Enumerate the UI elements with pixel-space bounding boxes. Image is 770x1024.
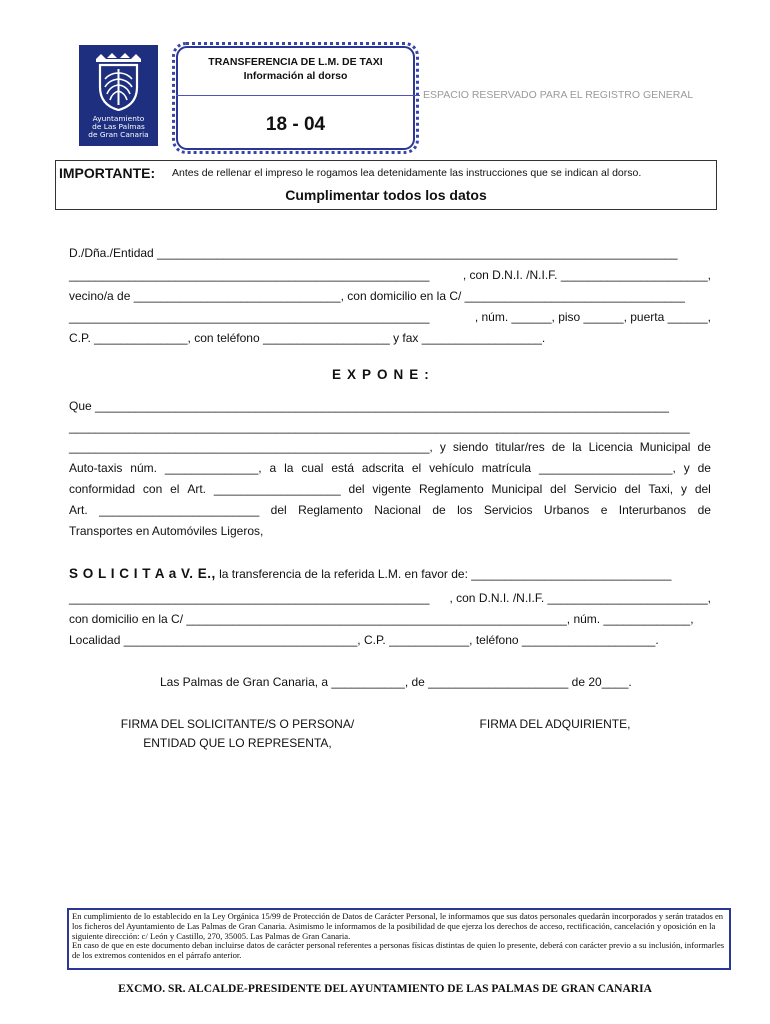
- expone-line-1[interactable]: Que ______________________________________________________________________________________: [69, 399, 669, 413]
- word: ___________________: [213, 482, 341, 496]
- word: vigente: [372, 482, 412, 496]
- word: los: [457, 503, 473, 517]
- expone-line-2[interactable]: _____________________________________________________________________________________________: [69, 420, 690, 434]
- buyer-address-field[interactable]: con domicilio en la C/ _________________________________________________________, núm. _____________,: [69, 612, 694, 626]
- word: conformidad: [69, 482, 136, 496]
- solicita-text: la transferencia de la referida L.M. en favor de: ______________________________: [215, 567, 672, 581]
- word: del: [694, 482, 711, 496]
- expone-heading: EXPONE:: [332, 367, 435, 382]
- word: la: [572, 440, 582, 454]
- word: ____________________,: [538, 461, 676, 475]
- signature-applicant-line-2: ENTIDAD QUE LO REPRESENTA,: [143, 736, 332, 750]
- applicant-name-field[interactable]: D./Dña./Entidad ______________________________________________________________________________: [69, 246, 678, 260]
- word: Licencia: [588, 440, 633, 454]
- expone-line-3[interactable]: [69, 440, 711, 454]
- form-code: 18 - 04: [265, 114, 326, 135]
- word: Reglamento: [298, 503, 363, 517]
- city-council-logo: [79, 45, 158, 146]
- applicant-num-floor-door: , núm. ______, piso ______, puerta ______,: [474, 310, 711, 324]
- applicant-address-field[interactable]: vecino/a de _______________________________, con domicilio en la C/ _________________________________: [69, 289, 685, 303]
- registry-divider: [176, 95, 420, 96]
- applicant-dni-field: , con D.N.I. /N.I.F. ______________________,: [462, 268, 711, 282]
- buyer-dni-field: , con D.N.I. /N.I.F. ________________________,: [449, 591, 711, 605]
- word: Servicio: [573, 482, 617, 496]
- applicant-id-line[interactable]: [69, 268, 711, 282]
- expone-line-7: Transportes en Automóviles Ligeros,: [69, 524, 264, 538]
- data-protection-notice: [67, 908, 731, 970]
- applicant-name-cont: ______________________________________________________: [69, 268, 430, 282]
- word: con: [142, 482, 163, 496]
- word: Municipal: [491, 482, 543, 496]
- word: e: [600, 503, 608, 517]
- notice-paragraph-1: En cumplimiento de lo establecido en la Ley Orgánica 15/99 de Protección de Datos de Carácter Personal, le informamos que sus datos personales quedarán incorporados y serán tratados en los ficheros del Ayuntamiento de Las Palmas de Gran Canaria. Asimismo le informamos de la posibilidad de que ejerza los derechos de acceso, rectificación, cancelación y oposición en la siguiente dirección: c/ León y Castillo, 270, 35005. Las Palmas de Gran Canaria.: [72, 911, 724, 941]
- form-title: TRANSFERENCIA DE L.M. DE TAXI: [208, 56, 383, 68]
- applicant-street-cont: ______________________________________________________: [69, 310, 430, 324]
- word: la: [284, 461, 294, 475]
- word: y: [439, 440, 446, 454]
- important-text: Antes de rellenar el impreso le rogamos lea detenidamente las instrucciones que se indican al dorso.: [172, 167, 642, 179]
- word: está: [331, 461, 354, 475]
- solicita-heading: S O L I C I T A a V. E.,: [69, 566, 216, 581]
- word: de: [551, 440, 566, 454]
- word: del: [624, 482, 641, 496]
- signature-applicant-line-1: FIRMA DEL SOLICITANTE/S O PERSONA/: [120, 717, 355, 731]
- word: matrícula: [481, 461, 532, 475]
- expone-line-6[interactable]: [69, 503, 711, 517]
- word: de: [697, 440, 711, 454]
- word: Interurbanos: [618, 503, 687, 517]
- word: cual: [301, 461, 324, 475]
- date-line[interactable]: Las Palmas de Gran Canaria, a ___________, de _____________________ de 20____.: [160, 675, 632, 689]
- word: del: [550, 482, 567, 496]
- word: de: [697, 461, 711, 475]
- word: Reglamento: [418, 482, 484, 496]
- word: el: [411, 461, 422, 475]
- word: del: [270, 503, 287, 517]
- word: siendo: [452, 440, 489, 454]
- important-label: IMPORTANTE:: [59, 165, 156, 181]
- solicita-line-1[interactable]: [69, 566, 711, 581]
- signature-buyer: FIRMA DEL ADQUIRIENTE,: [479, 717, 631, 731]
- word: del: [348, 482, 365, 496]
- word: y: [680, 482, 687, 496]
- form-subtitle: Información al dorso: [243, 70, 348, 82]
- word: ________________________: [99, 503, 260, 517]
- logo-text-line-3: de Gran Canaria: [88, 130, 149, 139]
- word: vehículo: [429, 461, 474, 475]
- word: adscrita: [361, 461, 404, 475]
- word: Nacional: [374, 503, 421, 517]
- buyer-name-field: ______________________________________________________: [69, 591, 430, 605]
- registry-space-label: ESPACIO RESERVADO PARA EL REGISTRO GENERAL: [423, 89, 694, 101]
- word: titular/res: [495, 440, 545, 454]
- word: Art.: [69, 503, 88, 517]
- signature-applicant: [100, 715, 375, 753]
- footer-addressee: EXCMO. SR. ALCALDE-PRESIDENTE DEL AYUNTAMIENTO DE LAS PALMAS DE GRAN CANARIA: [118, 983, 652, 995]
- important-subtitle: Cumplimentar todos los datos: [285, 187, 487, 203]
- word: Municipal: [639, 440, 691, 454]
- word: de: [697, 503, 711, 517]
- word: a: [269, 461, 277, 475]
- word: ______________,: [164, 461, 262, 475]
- word: y: [683, 461, 690, 475]
- solicita-line-2[interactable]: [69, 591, 711, 605]
- word: Art.: [187, 482, 206, 496]
- coat-of-arms-icon: [92, 53, 145, 111]
- logo-text-line-2: de Las Palmas: [92, 122, 145, 131]
- logo-text-line-1: Ayuntamiento: [92, 114, 145, 123]
- applicant-contact-field[interactable]: C.P. ______________, con teléfono ___________________ y fax __________________.: [69, 331, 546, 345]
- buyer-locality-field[interactable]: Localidad ___________________________________, C.P. ____________, teléfono ____________________.: [69, 633, 659, 647]
- word: el: [170, 482, 180, 496]
- word: Auto-taxis: [69, 461, 123, 475]
- word: Urbanos: [543, 503, 590, 517]
- applicant-address-number-line[interactable]: [69, 310, 711, 324]
- word: Servicios: [483, 503, 533, 517]
- expone-line-4[interactable]: [69, 461, 711, 475]
- word: de: [432, 503, 446, 517]
- notice-paragraph-2: En caso de que en este documento deban incluirse datos de carácter personal referentes a personas físicas distintas de quien lo presente, deberá con carácter previo a su inclusión, informarles de los extremos contenidos en el párrafo anterior.: [72, 940, 725, 961]
- word: ______________________________________________________,: [69, 440, 433, 454]
- word: núm.: [130, 461, 157, 475]
- expone-line-5[interactable]: [69, 482, 711, 496]
- word: Taxi,: [648, 482, 674, 496]
